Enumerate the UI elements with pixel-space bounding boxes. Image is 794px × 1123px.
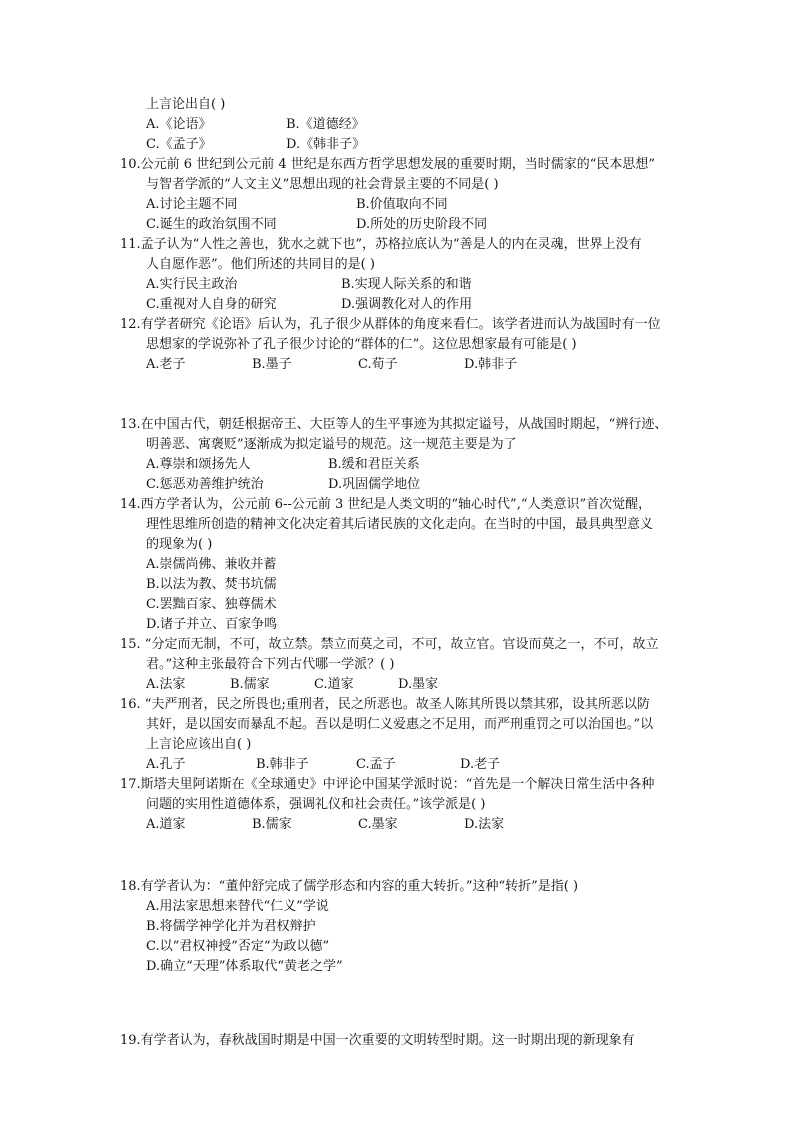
option-d: D.所处的历史阶段不同 <box>356 217 488 232</box>
option-c: C.罢黜百家、独尊儒术 <box>146 597 277 612</box>
question-stem-line: 其奸，是以国安而暴乱不起。吾以是明仁义爱惠之不足用，而严刑重罚之可以治国也。”以 <box>146 717 654 732</box>
option-b: B.儒家 <box>252 817 292 832</box>
question-stem-line: 11.孟子认为“人性之善也，犹水之就下也”，苏格拉底认为“善是人的内在灵魂，世界上没有 <box>120 237 642 252</box>
option-a: A.实行民主政治 <box>146 277 238 292</box>
options <box>120 455 754 495</box>
question-stem-line: 君。”这种主张最符合下列古代哪一学派？( ) <box>146 657 395 672</box>
question-stem-line: 19.有学者认为，春秋战国时期是中国一次重要的文明转型时期。这一时期出现的新现象有 <box>120 1033 635 1048</box>
option-d: D.诸子并立、百家争鸣 <box>146 617 278 632</box>
question-18 <box>120 877 754 977</box>
question-stem-line: 理性思维所创造的精神文化决定着其后诸民族的文化走向。在当时的中国，最具典型意义 <box>146 517 654 532</box>
question-stem-line: 12.有学者研究《论语》后认为，孔子很少从群体的角度来看仁。该学者进而认为战国时有一位 <box>120 317 661 332</box>
option-b: B.以法为教、焚书坑儒 <box>146 577 277 592</box>
options <box>120 355 754 375</box>
options <box>120 555 754 635</box>
option-d: D.巩固儒学地位 <box>328 477 421 492</box>
option-d: D.确立“天理”体系取代“黄老之学” <box>146 959 343 974</box>
option-a: A.道家 <box>146 817 186 832</box>
option-c: C.重视对人自身的研究 <box>146 297 277 312</box>
option-b: B.将儒学神学化并为君权辩护 <box>146 919 316 934</box>
option-b: B.价值取向不同 <box>356 197 448 212</box>
options <box>120 897 754 977</box>
options <box>120 675 754 695</box>
question-stem-line: 17.斯塔夫里阿诺斯在《全球通史》中评论中国某学派时说：“首先是一个解决日常生活中各种 <box>120 777 655 792</box>
option-b: B.《道德经》 <box>286 117 365 132</box>
spacer <box>146 375 754 415</box>
question-14 <box>120 495 754 635</box>
question-12 <box>120 315 754 375</box>
option-a: A.用法家思想来替代“仁义”学说 <box>146 899 329 914</box>
option-b: B.缓和君臣关系 <box>328 457 420 472</box>
question-9-tail <box>146 95 754 155</box>
question-16 <box>120 695 754 775</box>
option-d: D.《韩非子》 <box>286 137 366 152</box>
options <box>120 755 754 775</box>
question-stem-line: 与智者学派的“人文主义”思想出现的社会背景主要的不同是( ) <box>146 177 499 192</box>
question-17 <box>120 775 754 835</box>
option-a: A.讨论主题不同 <box>146 197 238 212</box>
question-15 <box>120 635 754 695</box>
question-stem-line: 15. “分定而无制，不可，故立禁。禁立而莫之司，不可，故立官。官设而莫之一，不可，故立 <box>120 637 659 652</box>
option-c: C.荀子 <box>358 357 398 372</box>
option-a: A.孔子 <box>146 757 186 772</box>
option-a: A.《论语》 <box>146 117 212 132</box>
question-stem-line: 人自愿作恶”。他们所述的共同目的是( ) <box>146 257 375 272</box>
question-10 <box>120 155 754 235</box>
question-11 <box>120 235 754 315</box>
option-d: D.墨家 <box>398 677 439 692</box>
question-text: 上言论出自( ) <box>146 97 226 112</box>
option-d: D.老子 <box>460 757 501 772</box>
question-stem-line: 14.西方学者认为，公元前 6--公元前 3 世纪是人类文明的“轴心时代”,“人类意识”首次觉醒， <box>120 497 652 512</box>
options <box>146 115 754 155</box>
options <box>120 195 754 235</box>
question-stem-line: 10.公元前 6 世纪到公元前 4 世纪是东西方哲学思想发展的重要时期，当时儒家的“民本思想” <box>120 157 656 172</box>
spacer <box>146 835 754 877</box>
options <box>120 815 754 835</box>
question-stem-line: 的现象为( ) <box>146 537 213 552</box>
question-19 <box>120 1031 754 1051</box>
option-b: B.墨子 <box>252 357 292 372</box>
spacer <box>146 977 754 1031</box>
option-a: A.法家 <box>146 677 186 692</box>
question-stem-line: 思想家的学说弥补了孔子很少讨论的“群体的仁”。这位思想家最有可能是( ) <box>146 337 577 352</box>
option-d: D.韩非子 <box>464 357 518 372</box>
option-a: A.尊崇和颂扬先人 <box>146 457 251 472</box>
question-stem-line: 问题的实用性道德体系，强调礼仪和社会责任。”该学派是( ) <box>146 797 486 812</box>
option-a: A.崇儒尚佛、兼收并蓄 <box>146 557 277 572</box>
question-stem-line: 16. “夫严刑者，民之所畏也;重刑者，民之所恶也。故圣人陈其所畏以禁其邪，设其所恶以防 <box>120 697 650 712</box>
option-b: B.儒家 <box>230 677 270 692</box>
question-stem-line: 上言论应该出自( ) <box>146 737 252 752</box>
option-c: C.惩恶劝善维护统治 <box>146 477 264 492</box>
option-c: C.墨家 <box>358 817 398 832</box>
question-13 <box>120 415 754 495</box>
option-c: C.以“君权神授”否定“为政以德” <box>146 939 330 954</box>
option-d: D.法家 <box>464 817 505 832</box>
question-stem-line: 13.在中国古代，朝廷根据帝王、大臣等人的生平事迹为其拟定谥号，从战国时期起，“辨行迹、 <box>120 417 668 432</box>
option-c: C.道家 <box>314 677 354 692</box>
option-c: C.孟子 <box>356 757 396 772</box>
option-c: C.《孟子》 <box>146 137 212 152</box>
question-stem-line: 明善恶、寓褒贬”逐渐成为拟定谥号的规范。这一规范主要是为了 <box>146 437 517 452</box>
option-b: B.韩非子 <box>256 757 309 772</box>
option-d: D.强调教化对人的作用 <box>341 297 473 312</box>
option-b: B.实现人际关系的和谐 <box>341 277 472 292</box>
question-stem-line: 18.有学者认为：“董仲舒完成了儒学形态和内容的重大转折。”这种“转折”是指( ) <box>120 879 579 894</box>
option-a: A.老子 <box>146 357 186 372</box>
option-c: C.诞生的政治氛围不同 <box>146 217 277 232</box>
options <box>120 275 754 315</box>
